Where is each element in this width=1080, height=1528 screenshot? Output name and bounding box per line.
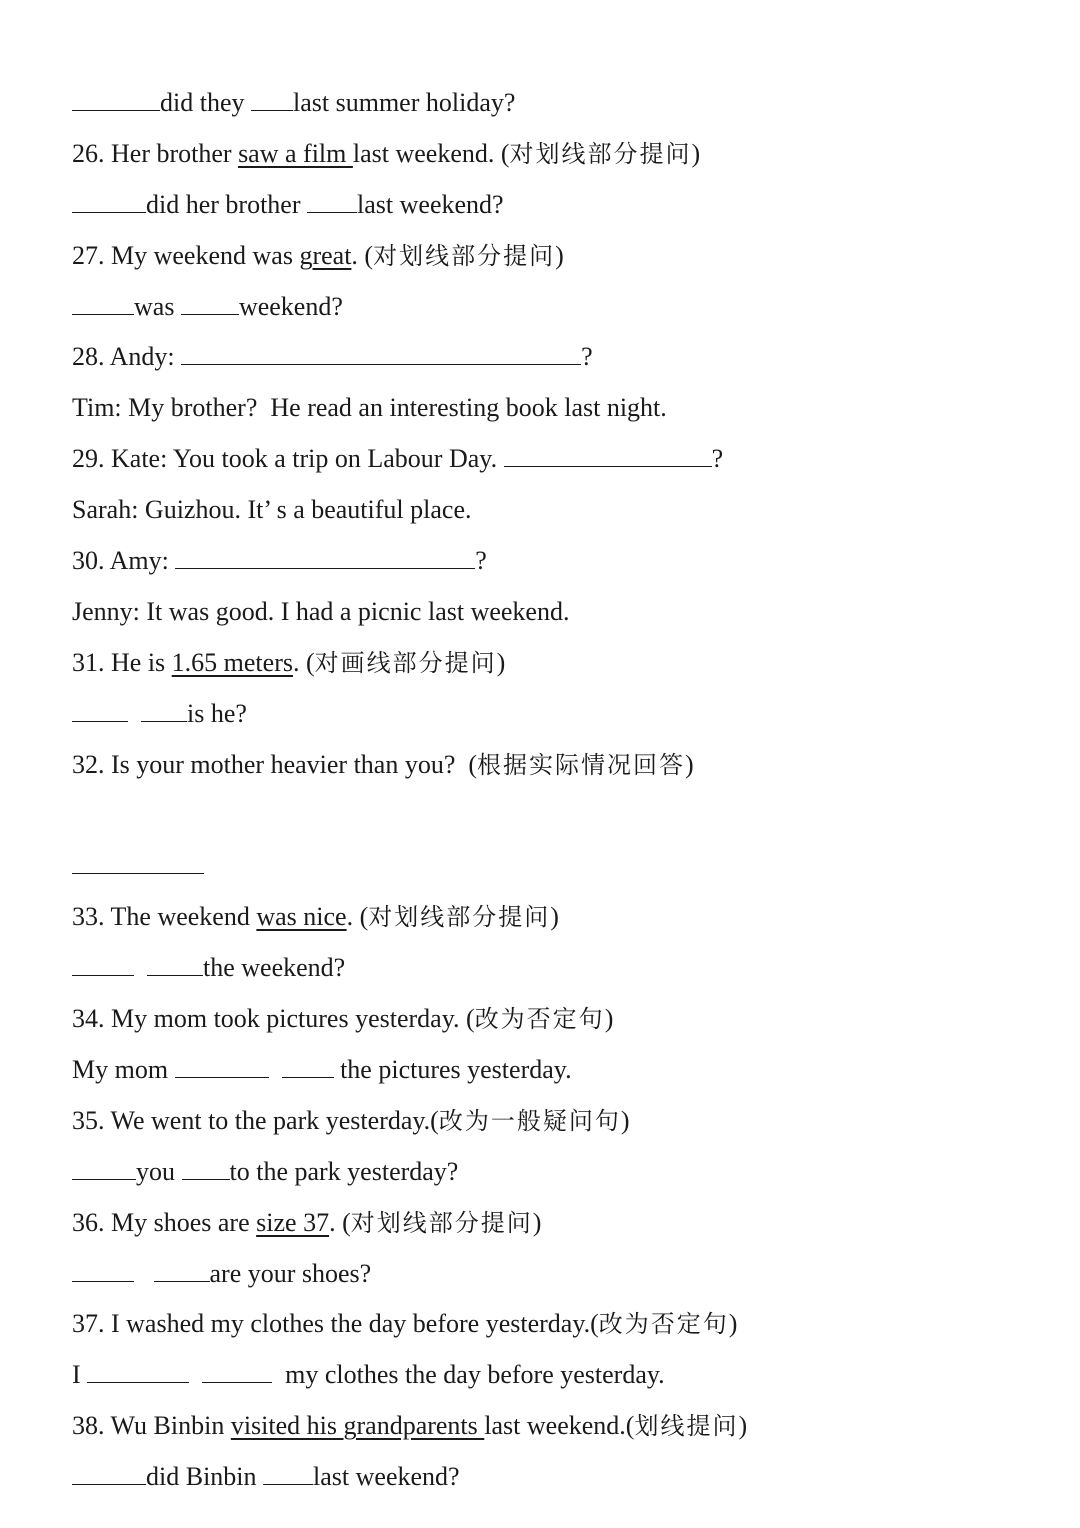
worksheet-line: [72, 282, 1032, 333]
worksheet-line: [72, 1045, 1032, 1096]
line-text: My mom: [72, 1054, 175, 1084]
line-text: ): [555, 240, 564, 270]
answer-blank[interactable]: [504, 444, 712, 467]
answer-blank[interactable]: [72, 190, 146, 213]
line-text: 37. I washed my clothes the day before yesterday.(: [72, 1309, 599, 1339]
instruction-text: 改为否定句: [598, 1310, 729, 1339]
worksheet-line: [72, 841, 1032, 892]
line-text: did they: [160, 88, 251, 117]
line-text: [269, 1055, 282, 1084]
line-text: are your shoes?: [209, 1258, 372, 1288]
line-text: ): [691, 138, 701, 168]
worksheet-page: [72, 78, 1032, 1503]
line-text: I: [72, 1360, 88, 1390]
instruction-text: 根据实际情况回答: [477, 750, 686, 779]
answer-blank[interactable]: [72, 851, 204, 874]
answer-blank[interactable]: [72, 1259, 134, 1282]
line-text: was: [134, 291, 181, 321]
line-text: . (: [351, 240, 374, 270]
line-text: [134, 953, 147, 982]
instruction-text: 对划线部分提问: [509, 139, 692, 168]
worksheet-line: [72, 892, 1032, 943]
worksheet-line: [72, 231, 1032, 282]
instruction-text: 改为一般疑问句: [438, 1106, 621, 1135]
answer-blank[interactable]: [72, 88, 160, 111]
line-text: weekend?: [238, 291, 343, 321]
answer-blank[interactable]: [175, 546, 475, 569]
answer-blank[interactable]: [141, 699, 187, 722]
worksheet-line: [72, 536, 1032, 587]
underlined-phrase: 1.65 meters: [171, 647, 293, 677]
answer-blank[interactable]: [72, 1462, 146, 1485]
worksheet-line: [72, 1401, 1032, 1452]
underlined-phrase: great: [299, 240, 352, 270]
line-text: Jenny: It was good. I had a picnic last weekend.: [72, 596, 570, 626]
line-text: [189, 1360, 202, 1389]
instruction-text: 对划线部分提问: [350, 1208, 533, 1237]
line-text: did Binbin: [146, 1462, 264, 1492]
line-text: 30. Amy:: [72, 546, 176, 576]
instruction-text: 对划线部分提问: [368, 903, 551, 932]
answer-blank[interactable]: [154, 1259, 210, 1282]
line-text: last weekend. (: [352, 138, 510, 168]
line-text: ?: [475, 546, 487, 576]
line-text: ): [620, 1105, 630, 1135]
line-text: 33. The weekend: [72, 902, 257, 932]
line-text: Sarah: Guizhou. It’ s a beautiful place.: [72, 495, 472, 525]
worksheet-line: [72, 485, 1032, 536]
worksheet-line: [72, 1350, 1032, 1401]
line-text: last summer holiday?: [293, 88, 516, 117]
line-text: . (: [292, 647, 315, 677]
line-text: 36. My shoes are: [72, 1207, 257, 1237]
instruction-text: 对画线部分提问: [314, 648, 497, 677]
line-text: ): [532, 1207, 542, 1237]
line-text: the pictures yesterday.: [333, 1054, 572, 1084]
line-text: ): [685, 749, 694, 779]
line-text: 27. My weekend was: [72, 240, 300, 270]
line-text: you: [136, 1156, 182, 1186]
answer-blank[interactable]: [72, 699, 128, 722]
instruction-text: 改为否定句: [474, 1005, 605, 1034]
line-text: Tim: My brother? He read an interesting book last night.: [72, 393, 667, 423]
answer-blank[interactable]: [263, 1462, 313, 1485]
line-text: 31. He is: [72, 647, 172, 677]
worksheet-line: [72, 1096, 1032, 1147]
worksheet-line: [72, 180, 1032, 231]
line-text: ?: [581, 342, 593, 372]
line-text: 38. Wu Binbin: [72, 1411, 231, 1441]
line-text: 29. Kate: You took a trip on Labour Day.: [72, 444, 504, 474]
worksheet-line: [72, 1299, 1032, 1350]
answer-blank[interactable]: [251, 88, 293, 111]
line-text: ): [604, 1004, 614, 1034]
underlined-phrase: size 37: [256, 1207, 330, 1237]
line-text: the weekend?: [203, 953, 346, 983]
instruction-text: 划线提问: [634, 1412, 739, 1441]
worksheet-line: [72, 943, 1032, 994]
worksheet-line: [72, 1198, 1032, 1249]
answer-blank[interactable]: [182, 1157, 230, 1180]
line-text: to the park yesterday?: [229, 1156, 459, 1186]
underlined-phrase: saw a film: [238, 138, 353, 168]
worksheet-line: [72, 129, 1032, 180]
line-text: last weekend.(: [484, 1411, 635, 1441]
line-text: 26. Her brother: [72, 138, 239, 168]
line-text: did her brother: [146, 189, 308, 219]
line-text: last weekend?: [313, 1462, 460, 1492]
worksheet-line: [72, 383, 1032, 434]
worksheet-line: [72, 740, 1032, 842]
line-text: my clothes the day before yesterday.: [272, 1360, 665, 1390]
line-text: ): [738, 1411, 748, 1441]
worksheet-line: [72, 1452, 1032, 1503]
instruction-text: 对划线部分提问: [373, 241, 556, 270]
answer-blank[interactable]: [175, 1055, 269, 1078]
line-text: [128, 699, 141, 728]
worksheet-line: [72, 1147, 1032, 1198]
line-text: 32. Is your mother heavier than you? (: [72, 749, 478, 779]
answer-blank[interactable]: [72, 292, 134, 315]
line-text: 34. My mom took pictures yesterday. (: [72, 1004, 475, 1034]
line-text: 28. Andy:: [72, 342, 182, 372]
underlined-phrase: was nice: [256, 902, 347, 932]
answer-blank[interactable]: [87, 1360, 189, 1383]
worksheet-line: [72, 332, 1032, 383]
worksheet-line: [72, 587, 1032, 638]
answer-blank[interactable]: [282, 1055, 334, 1078]
answer-blank[interactable]: [72, 1157, 136, 1180]
answer-blank[interactable]: [202, 1360, 272, 1383]
line-text: ): [728, 1309, 738, 1339]
answer-blank[interactable]: [147, 953, 203, 976]
worksheet-line: [72, 78, 1032, 129]
worksheet-line: [72, 1249, 1032, 1300]
line-text: . (: [329, 1207, 351, 1237]
line-text: 35. We went to the park yesterday.(: [72, 1105, 439, 1135]
underlined-phrase: visited his grandparents: [230, 1411, 485, 1441]
line-text: ?: [711, 444, 724, 474]
line-text: . (: [346, 902, 369, 932]
worksheet-line: [72, 638, 1032, 689]
line-text: [134, 1259, 154, 1288]
worksheet-line: [72, 434, 1032, 485]
answer-blank[interactable]: [181, 292, 239, 315]
worksheet-line: [72, 994, 1032, 1045]
worksheet-line: [72, 689, 1032, 740]
answer-blank[interactable]: [307, 190, 357, 213]
answer-blank[interactable]: [181, 342, 581, 365]
line-text: is he?: [187, 698, 247, 728]
line-text: ): [496, 647, 506, 677]
line-text: last weekend?: [357, 189, 504, 219]
answer-blank[interactable]: [72, 953, 134, 976]
line-text: ): [550, 902, 559, 932]
